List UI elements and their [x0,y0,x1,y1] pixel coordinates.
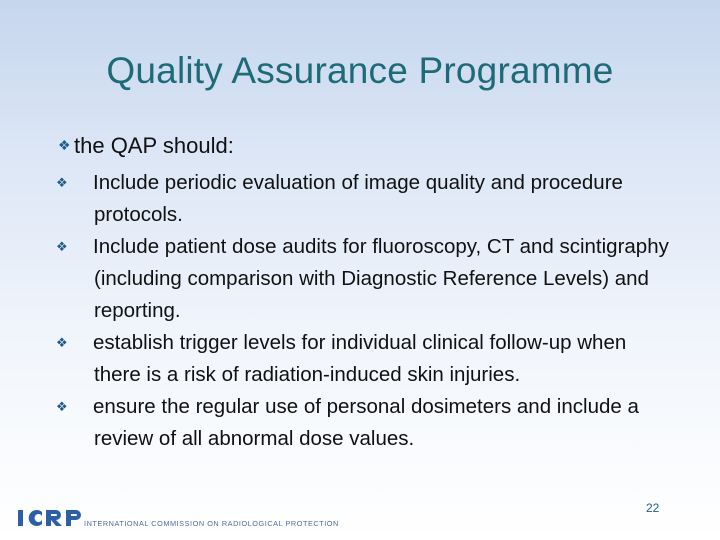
diamond-bullet-icon: ❖ [56,399,68,414]
intro-text: the QAP should: [74,133,234,158]
list-item [56,231,675,327]
slide-title: Quality Assurance Programme [106,50,614,91]
list-item [56,391,675,455]
diamond-bullet-icon: ❖ [56,335,68,350]
icrp-logo [16,508,84,528]
list-item [56,327,675,391]
page-number: 22 [646,501,660,515]
list-item-text: ensure the regular use of personal dosimeters and include a review of all abnormal dose values. [93,395,639,450]
diamond-bullet-icon: ❖ [56,239,68,254]
diamond-bullet-icon: ❖ [56,175,68,190]
intro-bullet [58,133,234,159]
list-item [56,167,675,231]
list-item-text: Include periodic evaluation of image quality and procedure protocols. [93,171,623,226]
organization-name: INTERNATIONAL COMMISSION ON RADIOLOGICAL PROTECTION [84,519,339,528]
list-item-text: Include patient dose audits for fluoroscopy, CT and scintigraphy (including comparison with Diagnostic Reference Levels) and reporting. [93,235,669,322]
list-item-text: establish trigger levels for individual clinical follow-up when there is a risk of radiation-induced skin injuries. [93,331,627,386]
requirement-list [56,167,675,455]
diamond-bullet-icon: ❖ [58,137,71,153]
